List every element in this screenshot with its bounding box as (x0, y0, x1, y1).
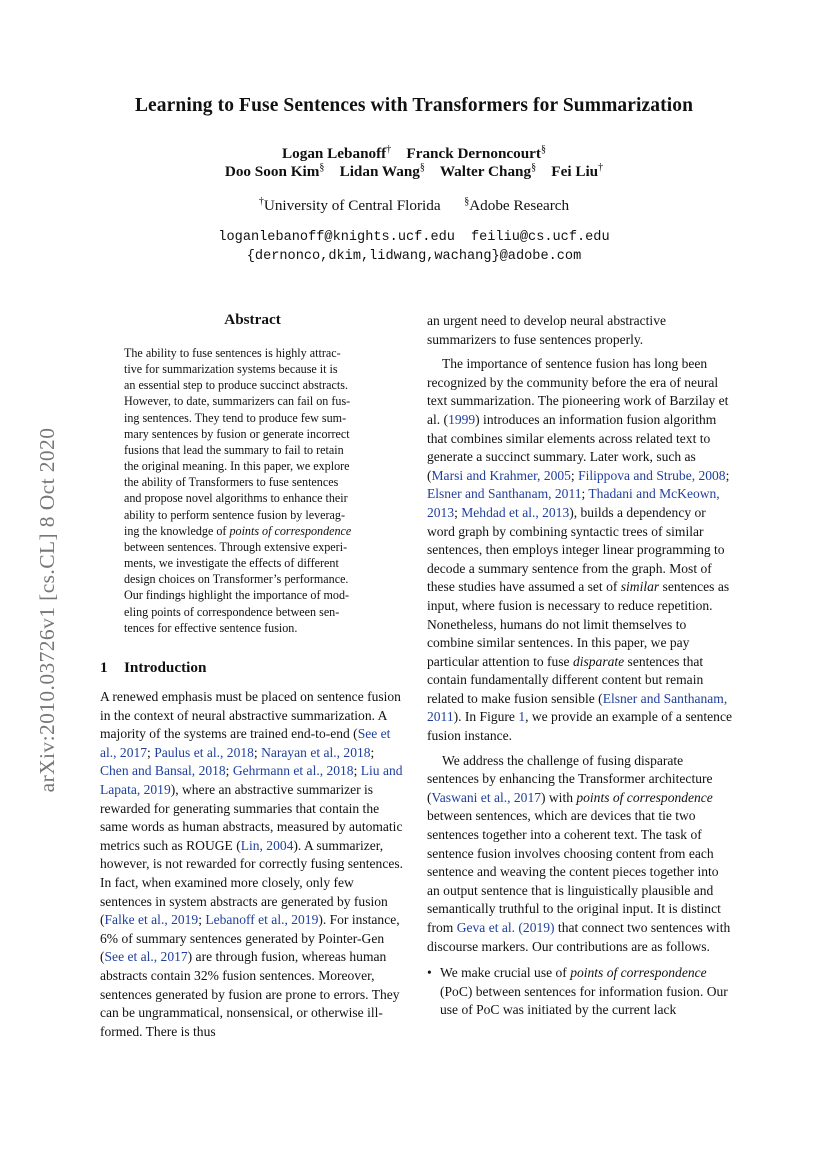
paragraph: A renewed emphasis must be placed on sentence fusion in the context of neural abstractive summarization. A majority of the systems are trained end-to-end (See et al., 2017; Paulus et al., 2018; Narayan et al., 2018; Chen and Bansal, 2018; Gehrmann et al., 2018; Liu and Lapata, 2019), where an abstractive summarizer is rewarded for generating summaries that contain the same words as human abstracts, measured by automatic metrics such as ROUGE (Lin, 2004). A summarizer, however, is not rewarded for correctly fusing sentences. In fact, when examined more closely, only few sentences in system abstracts are generated by fusion (Falke et al., 2019; Lebanoff et al., 2019). For instance, 6% of summary sentences generated by Pointer-Gen (See et al., 2017) are through fusion, whereas human abstracts contain 32% fusion sentences. Moreover, sentences generated by fusion are prone to errors. They can be ungrammatical, nonsensical, or otherwise ill-formed. There is thus (100, 689, 404, 1039)
abstract-line: ing sentences. They tend to produce few sum- (124, 410, 347, 425)
author-mark: † (386, 144, 392, 155)
author-mark: § (319, 162, 325, 173)
author-mark: § (540, 144, 546, 155)
author-line-2 (0, 162, 828, 181)
abstract-line: ments, we investigate the effects of different (124, 556, 339, 571)
abstract-line: However, to date, summarizers can fail on fus- (124, 394, 351, 409)
paper-title: Learning to Fuse Sentences with Transformers for Summarization (134, 95, 694, 116)
section-number: 1 (100, 659, 108, 676)
abstract-line: fusions that lead the summary to fail to retain (124, 442, 344, 457)
abstract-heading: Abstract (224, 311, 281, 328)
citation-link[interactable]: Mehdad et al., 2013 (461, 504, 570, 520)
paragraph: The importance of sentence fusion has long been recognized by the community before the era of neural text summarization. The pioneering work of Barzilay et al. (1999) introduces an information fusion algorithm that combines similar elements across related text to generate a succinct summary. Later work, such as (Marsi and Krahmer, 2005; Filippova and Strube, 2008; Elsner and Santhanam, 2011; Thadani and McKeown, 2013; Mehdad et al., 2013), builds a dependency or word graph by combining syntactic trees of similar sentences, then employs integer linear programming to decode a summary sentence from the graph. Most of these studies have assumed a set of similar sentences as input, where fusion is necessary to reduce repetition. Nonetheless, humans do not limit themselves to combine similar sentences. In this paper, we pay particular attention to fuse disparate sentences that contain fundamentally different content but remain related to make fusion sensible (Elsner and Santhanam, 2011). In Figure 1, we provide an example of a sentence fusion instance. (427, 356, 732, 744)
author-name: Doo Soon Kim (224, 163, 320, 181)
affil-mark: † (258, 196, 264, 207)
author-line-1 (0, 144, 828, 163)
abstract-line: tive for summarization systems because it is (124, 362, 338, 377)
email-address: feiliu@cs.ucf.edu (470, 230, 610, 245)
citation-link[interactable]: Paulus et al., 2018 (154, 744, 254, 760)
abstract-line-text: ing the knowledge of (124, 523, 230, 538)
author-name: Franck Dernoncourt (406, 145, 541, 163)
citation-link[interactable]: Lebanoff et al., 2019 (205, 912, 319, 928)
abstract-line: an essential step to produce succinct abstracts. (124, 378, 348, 393)
abstract-italic: points of correspondence (229, 523, 352, 538)
abstract-line: the ability of Transformers to fuse sentences (124, 475, 339, 490)
author-name: Fei Liu (551, 163, 599, 181)
email-line-2: {dernonco,dkim,lidwang,wachang}@adobe.com (246, 249, 582, 264)
citation-link[interactable]: Vaswani et al., 2017 (431, 789, 541, 805)
affiliations (0, 196, 828, 215)
abstract-line: tences for effective sentence fusion. (124, 620, 298, 635)
figure-ref-link[interactable]: 1 (518, 709, 526, 725)
contribution-bullet (427, 964, 732, 1020)
citation-link[interactable]: Thadani and McKeown, 2013 (427, 486, 720, 520)
abstract-line: between sentences. Through extensive experi- (124, 539, 348, 554)
intro-left-column (100, 688, 405, 1041)
citation-link[interactable]: Falke et al., 2019 (104, 912, 199, 928)
citation-link[interactable]: Chen and Bansal, 2018 (100, 763, 226, 779)
citation-link[interactable]: Elsner and Santhanam, 2011 (427, 486, 582, 502)
citation-link[interactable]: See et al., 2017 (104, 949, 188, 965)
intro-right-column (427, 312, 732, 1020)
arxiv-stamp: arXiv:2010.03726v1 [cs.CL] 8 Oct 2020 (35, 427, 59, 793)
citation-link[interactable]: Liu and Lapata, 2019 (100, 763, 403, 797)
citation-link[interactable]: See et al., 2017 (100, 726, 391, 760)
affiliation: University of Central Florida (263, 197, 441, 215)
citation-link[interactable]: Elsner and Santhanam, 2011 (427, 690, 728, 725)
citation-link[interactable]: Filippova and Strube, 2008 (578, 467, 726, 483)
author-name: Walter Chang (439, 163, 532, 181)
abstract-line (124, 523, 381, 539)
author-name: Lidan Wang (339, 163, 420, 181)
section-title: Introduction (124, 659, 207, 676)
abstract-body (124, 345, 381, 636)
abstract-line: and propose novel algorithms to enhance their (124, 491, 348, 506)
affil-mark: § (464, 196, 470, 207)
citation-link[interactable]: Marsi and Krahmer, 2005 (431, 467, 571, 483)
email-line-1 (0, 230, 828, 245)
bullet-icon: • (427, 965, 432, 981)
paragraph: We address the challenge of fusing disparate sentences by enhancing the Transformer architecture (Vaswani et al., 2017) with points of correspondence between sentences, which are devices that tie two sentences together into a coherent text. The task of sentence fusion involves choosing content from each sentence and weaving the content pieces together into an output sentence that is linguistically plausible and semantically truthful to the original input. It is distinct from Geva et al. (2019) that connect two sentences with discourse markers. Our contributions are as follows. (427, 752, 731, 954)
abstract-line: design choices on Transformer’s performance. (124, 572, 349, 587)
affiliation: Adobe Research (469, 197, 570, 215)
citation-link[interactable]: Gehrmann et al., 2018 (232, 763, 354, 779)
citation-link[interactable]: 1999 (448, 411, 476, 427)
abstract-line: mary sentences by fusion or generate incorrect (124, 426, 350, 441)
abstract-line: ability to perform sentence fusion by leverag- (124, 507, 345, 522)
author-mark: § (419, 162, 425, 173)
abstract-line: Our findings highlight the importance of mod- (124, 588, 350, 603)
citation-link[interactable]: Narayan et al., 2018 (261, 744, 371, 760)
author-mark: † (598, 162, 604, 173)
abstract-line: eling points of correspondence between sen- (124, 604, 340, 619)
citation-link[interactable]: Geva et al. (2019) (456, 920, 555, 935)
author-name: Logan Lebanoff (282, 145, 387, 163)
email-address: loganlebanoff@knights.ucf.edu (218, 230, 455, 245)
abstract-line: the original meaning. In this paper, we explore (124, 459, 350, 474)
author-mark: § (531, 162, 537, 173)
abstract-line: The ability to fuse sentences is highly attrac- (124, 346, 341, 360)
bullet-text: We make crucial use of points of correspondence (PoC) between sentences for information fusion. Our use of PoC was initiated by the current lack (440, 965, 728, 1018)
citation-link[interactable]: Lin, 2004 (240, 837, 294, 853)
paragraph: an urgent need to develop neural abstractive summarizers to fuse sentences properly. (427, 313, 666, 347)
section-heading (100, 659, 206, 677)
